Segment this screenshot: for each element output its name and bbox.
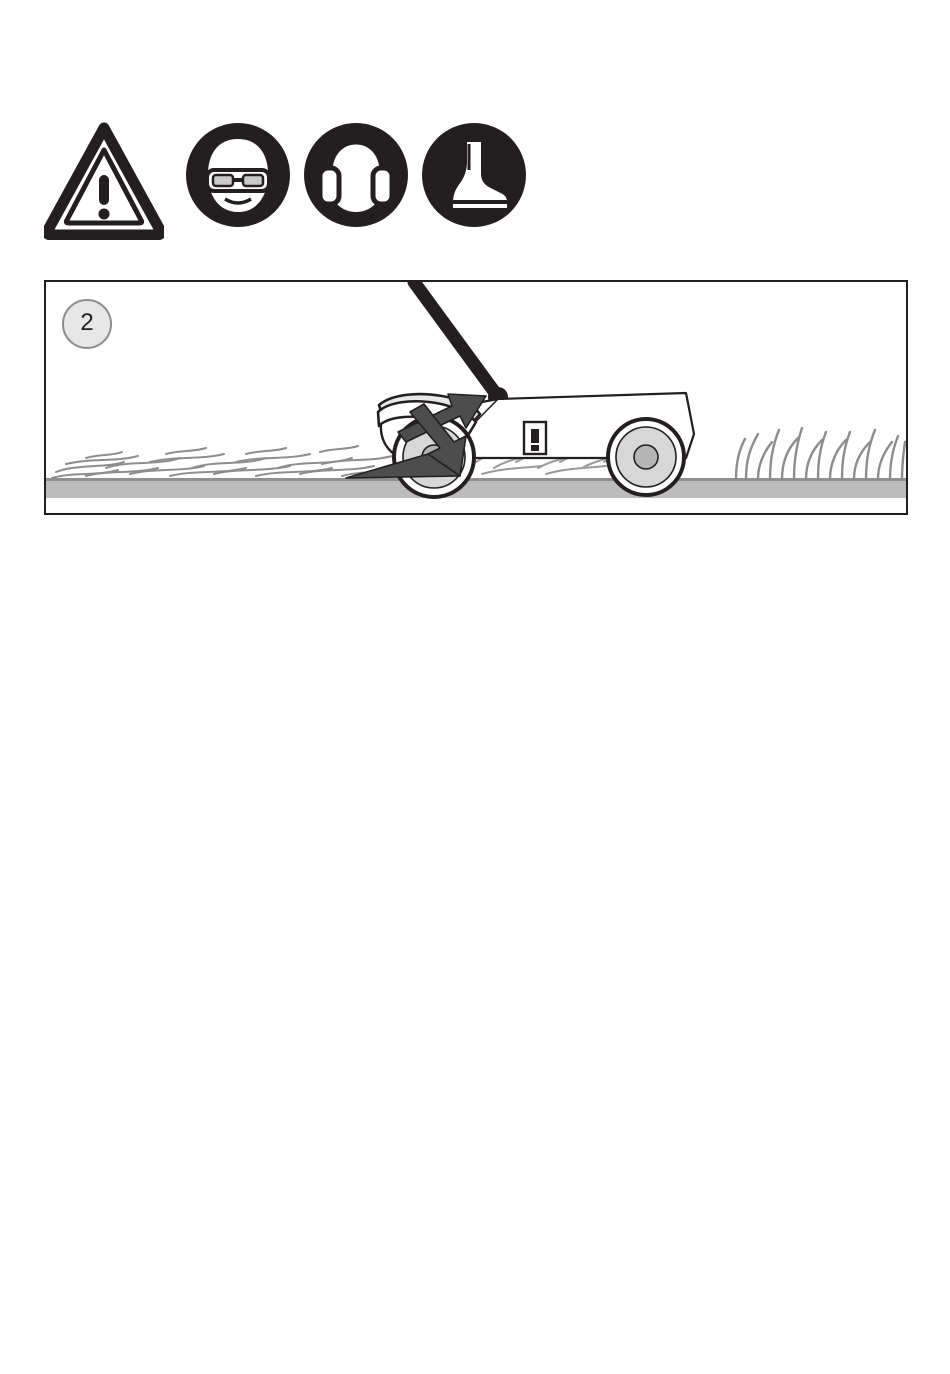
safety-goggles-icon (185, 122, 291, 233)
safety-boot-icon (421, 122, 527, 233)
mower-scene (46, 282, 906, 513)
grass-tall-right (736, 428, 905, 479)
ground-strip (46, 478, 906, 498)
safety-icon-row (44, 122, 564, 252)
mower-handle (414, 282, 508, 407)
ear-protection-icon (303, 122, 409, 233)
step-number-badge (62, 299, 112, 349)
step-number-label: 2 (80, 309, 94, 336)
mower-control-box (524, 422, 546, 454)
mower-rear-wheel (608, 419, 684, 495)
warning-triangle-icon (44, 122, 164, 245)
illustration-panel (44, 280, 908, 515)
grass-cut-left (52, 446, 402, 478)
